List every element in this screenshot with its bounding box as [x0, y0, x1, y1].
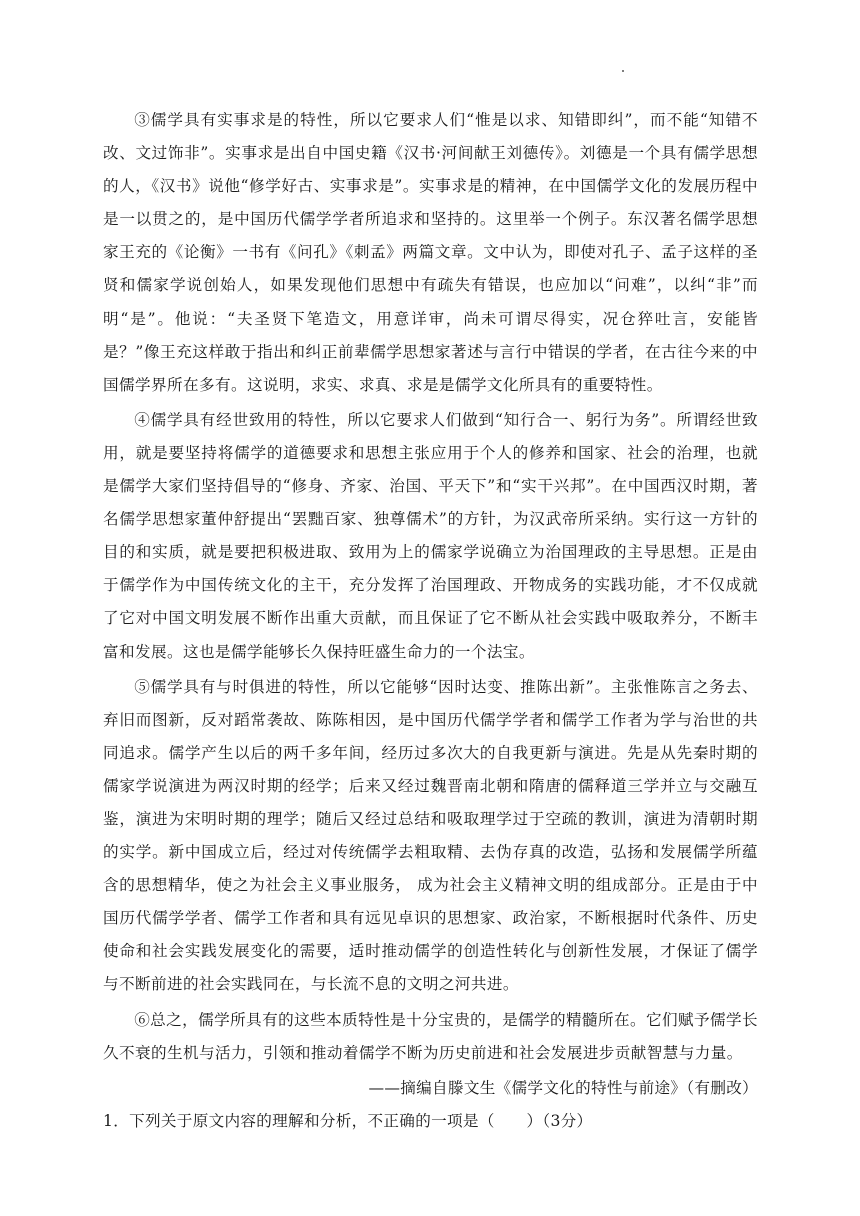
paragraph-5: ⑤儒学具有与时俱进的特性，所以它能够“因时达变、推陈出新”。主张惟陈言之务去、弃旧而图新，反对蹈常袭故、陈陈相因，是中国历代儒学学者和儒学工作者为学与治世的共同追求。儒学产生以后的两千多年间，经历过多次大的自我更新与演进。先是从先秦时期的儒家学说演进为两汉时期的经学；后来又经过魏晋南北朝和隋唐的儒释道三学并立与交融互鉴，演进为宋明时期的理学；随后又经过总结和吸取理学过于空疏的教训，演进为清朝时期的实学。新中国成立后，经过对传统儒学去粗取精、去伪存真的改造，弘扬和发展儒学所蕴含的思想精华，使之为社会主义事业服务， 成为社会主义精神文明的组成部分。正是由于中国历代儒学学者、儒学工作者和具有远见卓识的思想家、政治家，不断根据时代条件、历史使命和社会实践发展变化的需要，适时推动儒学的创造性转化与创新性发展，才保证了儒学与不断前进的社会实践同在，与长流不息的文明之河共进。 [103, 677, 758, 994]
paragraph-4: ④儒学具有经世致用的特性，所以它要求人们做到“知行合一、躬行为务”。所谓经世致用，就是要坚持将儒学的道德要求和思想主张应用于个人的修养和国家、社会的治理，也就是儒学大家们坚持倡导的“修身、齐家、治国、平天下”和“实干兴邦”。在中国西汉时期，著名儒学思想家董仲舒提出“罢黜百家、独尊儒术”的方针，为汉武帝所采纳。实行这一方针的目的和实质，就是要把积极进取、致用为上的儒家学说确立为治国理政的主导思想。正是由于儒学作为中国传统文化的主干，充分发挥了治国理政、开物成务的实践功能，才不仅成就了它对中国文明发展不断作出重大贡献，而且保证了它不断从社会实践中吸取养分，不断丰富和发展。这也是儒学能够长久保持旺盛生命力的一个法宝。 [103, 410, 758, 661]
paragraph-6: ⑥总之，儒学所具有的这些本质特性是十分宝贵的，是儒学的精髓所在。它们赋予儒学长久不衰的生机与活力，引领和推动着儒学不断为历史前进和社会发展进步贡献智慧与力量。 [103, 1010, 758, 1062]
page-marker-dot [622, 70, 624, 72]
document-page [103, 104, 758, 1138]
paragraph-3: ③儒学具有实事求是的特性，所以它要求人们“惟是以求、知错即纠”，而不能“知错不改、文过饰非”。实事求是出自中国史籍《汉书·河间献王刘德传》。刘德是一个具有儒学思想的人，《汉书》说他“修学好古、实事求是”。实事求是的精神，在中国儒学文化的发展历程中是一以贯之的，是中国历代儒学学者所追求和坚持的。这里举一个例子。东汉著名儒学思想家王充的《论衡》一书有《问孔》《刺孟》两篇文章。文中认为，即使对孔子、孟子这样的圣贤和儒家学说创始人，如果发现他们思想中有疏失有错误，也应加以“问难”，以纠“非”而明“是”。他说：“夫圣贤下笔造文，用意详审，尚未可谓尽得实，况仓猝吐言，安能皆是？”像王充这样敢于指出和纠正前辈儒学思想家著述与言行中错误的学者，在古往今来的中国儒学界所在多有。这说明，求实、求真、求是是儒学文化所具有的重要特性。 [103, 111, 758, 394]
question-1: 1．下列关于原文内容的理解和分析，不正确的一项是（ ）（3分） [103, 1111, 593, 1130]
source-attribution: ——摘编自滕文生《儒学文化的特性与前途》（有删改） [368, 1078, 758, 1097]
